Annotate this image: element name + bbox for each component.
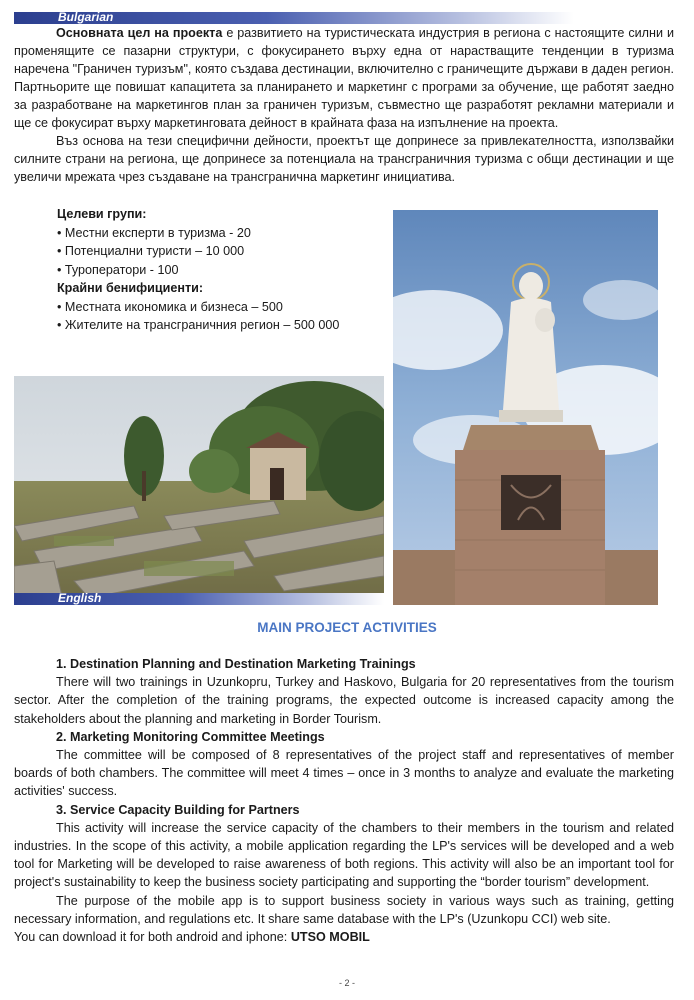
statue-photo-image <box>393 210 658 605</box>
activity-paragraph-1: There will two trainings in Uzunkopru, Turkey and Haskovo, Bulgaria for 20 representatives from the tourism sector. After the completion of the training programs, the expected outcome is increased capacity among the stakeholders about the planning and marketing in Border Tourism. <box>14 675 674 726</box>
activity-paragraph-2: The committee will be composed of 8 representatives of the project staff and representatives of member boards of both chambers. The committee will meet 4 times – once in 3 months to analyze and evaluate the marketing activities' success. <box>14 748 674 799</box>
download-text: You can download it for both android and iphone: <box>14 930 291 945</box>
bg-paragraph-2: Въз основа на тези специфични дейности, проектът ще допринесе за привлекателността, използвайки силните страни на региона, ще допринесе за потенциала на трансграничния туризма с общи дестинации и ще увеличи мрежата чрез създаване на трансгранична маркетинг инициатива. <box>14 134 674 184</box>
activity-paragraph-3: This activity will increase the service capacity of the chambers to their members in the tourism and related industries. In the scope of this activity, a mobile application regarding the LP's services will be developed and a web tool for Marketing will be developed to raise awareness of both regions. This activity will also be an important tool for project's sustainability to keep the business society participating and supporting the “border tourism” development. <box>14 820 674 890</box>
list-item: • Местната икономика и бизнеса – 500 <box>57 299 283 314</box>
activity-heading-2: 2. Marketing Monitoring Committee Meetings <box>56 729 325 744</box>
section-title: MAIN PROJECT ACTIVITIES <box>257 620 437 635</box>
bg-paragraph-1-text: е развитието на туристическата индустрия в региона с настоящите силни и променящите се пазарни структури, с фокусирането върху една от нарастващите тенденции в туризма наречена "Граничен туризъм", която създава дестинации, включително с граничещите държави в даден регион. Партньорите ще повишат капацитета за планирането и маркетинг с програми за обучение, ще работят заедно за разработване на маркетингов план за граничен туризъм, съвместно ще разработят рекламни материали и ще се фокусират върху маркетинговата дейност в крайната фаза на изпълнение на проекта. <box>14 26 674 130</box>
app-name: UTSO MOBIL <box>290 930 370 945</box>
bg-paragraph-1 <box>14 24 674 132</box>
target-groups-heading: Целеви групи: <box>57 207 147 221</box>
bulgarian-text <box>14 24 674 186</box>
bg-paragraph-1-bold: Основната цел на проекта <box>56 26 223 40</box>
activity-heading-1: 1. Destination Planning and Destination Marketing Trainings <box>56 657 416 671</box>
ruins-photo <box>14 376 384 605</box>
english-text <box>14 655 674 946</box>
page-number: - 2 - <box>338 978 355 988</box>
language-bar-bulgarian <box>14 12 574 24</box>
activity-heading-3: 3. Service Capacity Building for Partners <box>56 802 300 817</box>
list-item: • Местни експерти в туризма - 20 <box>57 225 251 240</box>
beneficiaries-heading: Крайни бенифициенти: <box>57 281 204 295</box>
mobile-app-paragraph: The purpose of the mobile app is to support business society in various ways such as training, getting necessary information, and regulations etc. It share same database with the LP's (Uzunkopu CCI) web site. <box>14 893 674 926</box>
target-groups <box>57 205 377 335</box>
list-item: • Туроператори - 100 <box>57 262 179 277</box>
download-line <box>14 928 674 946</box>
ruins-photo-image <box>14 376 384 605</box>
language-label: Bulgarian <box>58 10 114 24</box>
list-item: • Жителите на трансграничния регион – 500 000 <box>57 318 340 332</box>
language-label: English <box>58 591 102 605</box>
statue-photo <box>393 210 658 605</box>
list-item: • Потенциални туристи – 10 000 <box>57 244 245 258</box>
language-bar-english <box>14 593 384 605</box>
